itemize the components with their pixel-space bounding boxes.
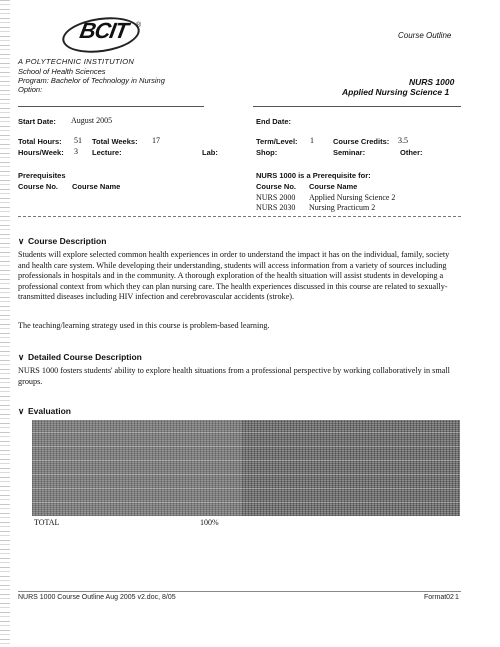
course-description-title: Course Description bbox=[28, 236, 107, 246]
prereq-for-col-no: Course No. bbox=[256, 182, 297, 191]
lecture-label: Lecture: bbox=[92, 148, 122, 157]
logo-trademark: ® bbox=[136, 22, 142, 29]
divider-top-right bbox=[253, 106, 461, 107]
school-label: School of Health Sciences bbox=[18, 67, 106, 76]
end-date-label: End Date: bbox=[256, 117, 292, 126]
start-date-value: August 2005 bbox=[71, 116, 113, 125]
detailed-description-text: NURS 1000 fosters students' ability to explore health situations from a professional perspective by working collaboratively in small groups. bbox=[18, 366, 450, 386]
prereq-for-col-name: Course Name bbox=[309, 182, 358, 191]
strategy-text: The teaching/learning strategy used in this course is problem-based learning. bbox=[18, 321, 270, 330]
hours-week-value: 3 bbox=[74, 147, 78, 156]
lab-label: Lab: bbox=[202, 148, 218, 157]
evaluation-title: Evaluation bbox=[28, 406, 71, 416]
logo-wordmark: BCIT bbox=[77, 18, 130, 43]
prereq-for-name-2: Nursing Practicum 2 bbox=[309, 203, 376, 212]
term-value: 1 bbox=[310, 136, 314, 145]
prereq-for-title: NURS 1000 is a Prerequisite for: bbox=[256, 171, 371, 180]
total-weeks-value: 17 bbox=[152, 136, 160, 145]
start-date-label: Start Date: bbox=[18, 117, 56, 126]
shop-label: Shop: bbox=[256, 148, 278, 157]
prereq-col-name: Course Name bbox=[72, 182, 121, 191]
prereq-for-name-1: Applied Nursing Science 2 bbox=[309, 193, 396, 202]
program-label: Program: Bachelor of Technology in Nursing bbox=[18, 76, 165, 85]
prereq-col-no: Course No. bbox=[18, 182, 59, 191]
prerequisites-title: Prerequisites bbox=[18, 171, 66, 180]
prereq-for-no-1: NURS 2000 bbox=[256, 193, 296, 202]
evaluation-heading bbox=[18, 406, 71, 417]
evaluation-total-label: TOTAL bbox=[34, 518, 60, 527]
term-label: Term/Level: bbox=[256, 137, 298, 146]
course-description-heading bbox=[18, 236, 106, 247]
total-hours-value: 51 bbox=[74, 136, 82, 145]
evaluation-total-value: 100% bbox=[200, 518, 219, 527]
polytechnic-label: A POLYTECHNIC INSTITUTION bbox=[18, 57, 135, 66]
detailed-description-title: Detailed Course Description bbox=[28, 352, 142, 362]
course-code: NURS 1000 bbox=[409, 77, 455, 87]
divider-prereq bbox=[18, 216, 461, 218]
hours-week-label: Hours/Week: bbox=[18, 148, 64, 157]
chevron-down-icon: ∨ bbox=[18, 352, 25, 362]
scan-edge-noise bbox=[0, 0, 10, 647]
seminar-label: Seminar: bbox=[333, 148, 366, 157]
detailed-description-heading bbox=[18, 352, 142, 363]
footer-page-number: 1 bbox=[455, 594, 459, 601]
footer-filename: NURS 1000 Course Outline Aug 2005 v2.doc, 8/05 bbox=[18, 594, 176, 601]
course-title: Applied Nursing Science 1 bbox=[342, 87, 450, 97]
course-description-text: Students will explore selected common health experiences in order to understand the impact it has on the individual, family, society and health care system. While developing their understanding, students will access information from a variety of sources including professionals in hospitals and in the community. A thorough exploration of the health situation will assist students in developing a professional context from which they can plan nursing care. The health experiences discussed in this course are related to sexually-transmitted diseases including HIV infection and cerebrovascular accidents (stroke). bbox=[18, 250, 450, 302]
chevron-down-icon: ∨ bbox=[18, 406, 25, 416]
course-outline-label: Course Outline bbox=[398, 31, 452, 40]
total-hours-label: Total Hours: bbox=[18, 137, 62, 146]
credits-label: Course Credits: bbox=[333, 137, 390, 146]
chevron-down-icon: ∨ bbox=[18, 236, 25, 246]
divider-top-left bbox=[18, 106, 204, 107]
evaluation-table-scan bbox=[32, 420, 460, 516]
prereq-for-no-2: NURS 2030 bbox=[256, 203, 296, 212]
option-label: Option: bbox=[18, 85, 43, 94]
footer-format: Format02 bbox=[424, 594, 454, 601]
footer-divider bbox=[18, 591, 461, 592]
credits-value: 3.5 bbox=[398, 136, 408, 145]
total-weeks-label: Total Weeks: bbox=[92, 137, 138, 146]
other-label: Other: bbox=[400, 148, 423, 157]
